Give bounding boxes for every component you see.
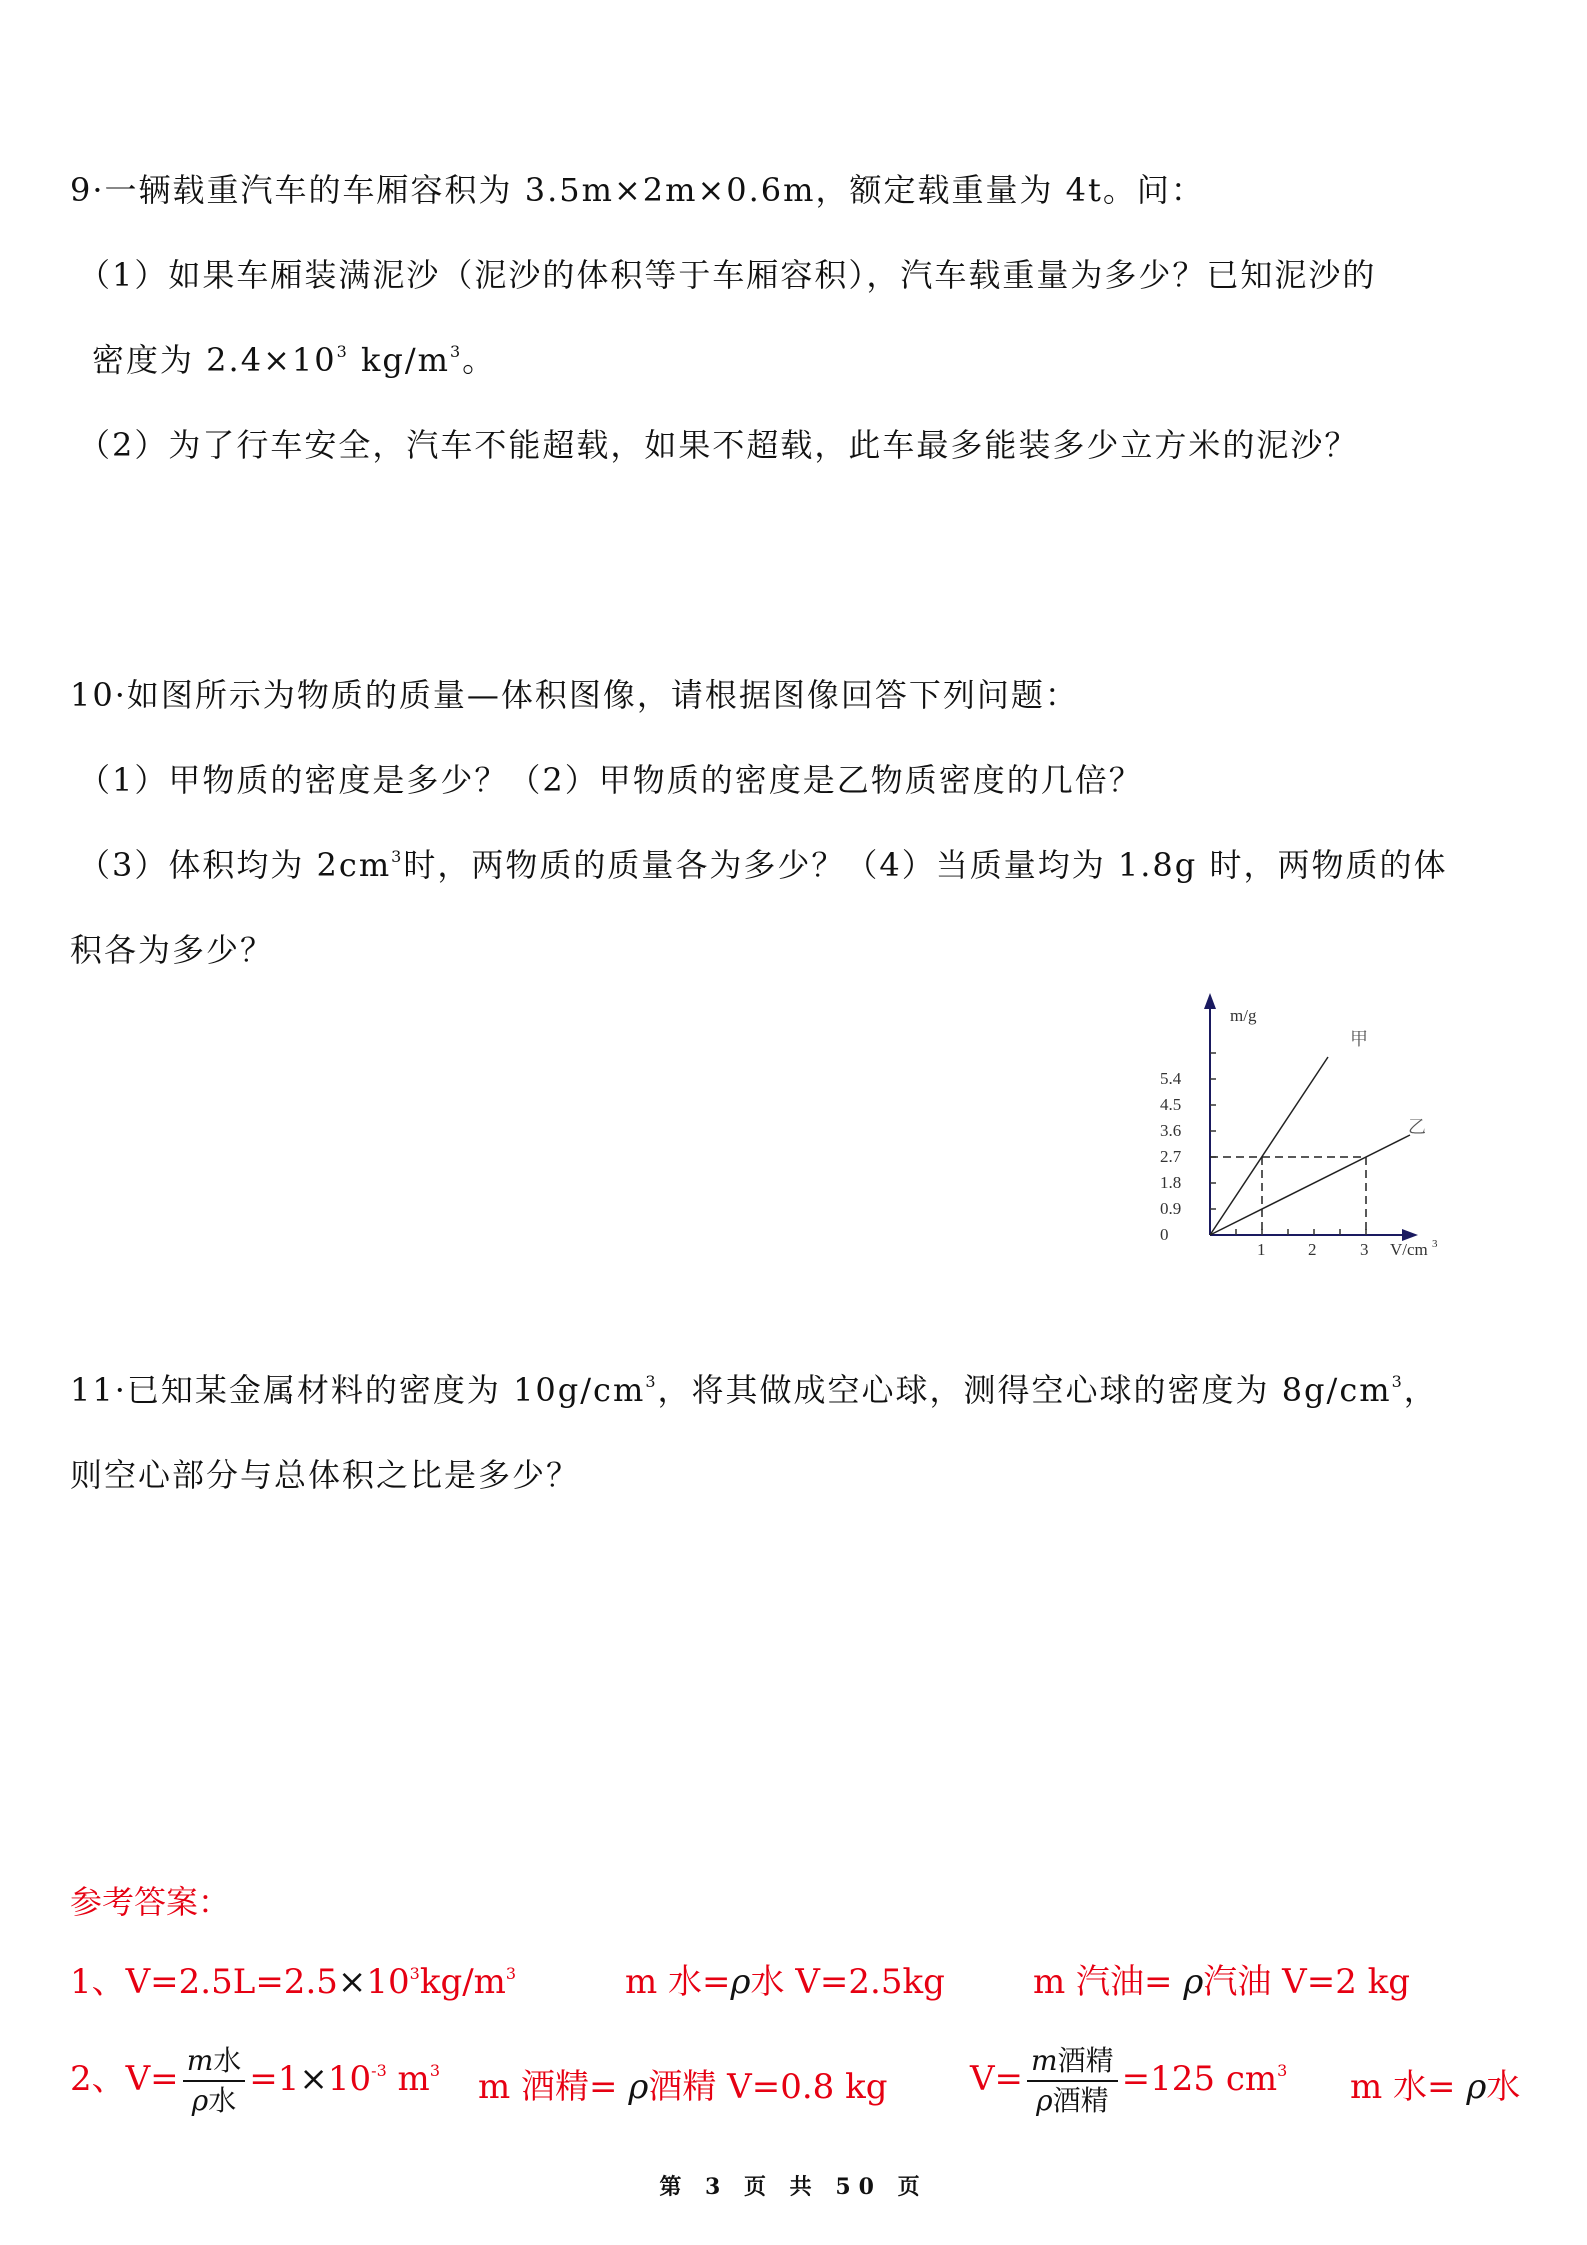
water-label: 水 [208, 2084, 237, 2117]
alcohol-label: 酒精 [1057, 2044, 1114, 2077]
q10-line1: （1）甲物质的密度是多少？（2）甲物质的密度是乙物质密度的几倍？ [78, 761, 1143, 799]
a2-m-alcohol: m 酒精= [478, 2067, 618, 2107]
svg-text:1.8: 1.8 [1160, 1173, 1182, 1192]
svg-text:5.4: 5.4 [1160, 1069, 1182, 1088]
svg-text:2.7: 2.7 [1160, 1147, 1182, 1166]
exponent: -3 [371, 2061, 387, 2080]
q11-text-c: ， [1403, 1371, 1438, 1409]
answer-1-part1 [70, 1960, 516, 2004]
fraction-m-over-rho-water [183, 2042, 246, 2120]
a1-water-result: 水 V=2.5kg [750, 1962, 945, 2002]
times-sign: × [299, 2059, 328, 2099]
rho-symbol: ρ [730, 1962, 751, 2002]
exponent: 3 [449, 342, 463, 361]
y-axis-arrow-icon [1204, 993, 1216, 1009]
svg-text:m/g: m/g [1230, 1006, 1257, 1025]
water-label: 水 [1486, 2067, 1521, 2107]
exponent: 3 [391, 847, 404, 866]
a2-volume-result: =125 cm [1121, 2059, 1278, 2099]
a2-v-eq: V= [970, 2059, 1024, 2099]
a1-power: 10 [366, 1962, 410, 2002]
svg-text:4.5: 4.5 [1160, 1095, 1182, 1114]
exponent: 3 [409, 1964, 420, 1983]
a2-unit: m [386, 2059, 430, 2099]
m-symbol: m [186, 2044, 214, 2077]
answer-1-part3 [1033, 1960, 1410, 2004]
a1-gasoline-result: 汽油 V=2 kg [1203, 1962, 1411, 2002]
q11-text-b: ，将其做成空心球，测得空心球的密度为 8g/cm [657, 1371, 1392, 1409]
svg-text:3: 3 [1360, 1240, 1369, 1255]
svg-text:乙: 乙 [1408, 1117, 1426, 1138]
a2-alcohol-result: 酒精 V=0.8 kg [648, 2067, 888, 2107]
a1-m-gasoline: m 汽油= [1033, 1962, 1173, 2002]
a2-power: 10 [327, 2059, 372, 2099]
a2-m-water: m 水= [1350, 2067, 1456, 2107]
exponent: 3 [1277, 2061, 1288, 2080]
answer-2-part1 [70, 2042, 440, 2120]
a1-text: 1、V=2.5L=2.5 [70, 1962, 338, 2002]
m-symbol: m [1031, 2044, 1058, 2077]
answer-2-part2 [478, 2065, 887, 2109]
answer-1-part2 [625, 1960, 945, 2004]
svg-text:3: 3 [1432, 1238, 1438, 1250]
mass-volume-chart [1150, 985, 1470, 1259]
q10-line2-post: 时，两物质的质量各为多少？（4）当质量均为 1.8g 时，两物质的体 [403, 846, 1448, 884]
q11-line1 [70, 1370, 1438, 1410]
svg-text:V/cm: V/cm [1390, 1240, 1428, 1255]
q10-line2 [78, 845, 1447, 885]
svg-text:甲: 甲 [1350, 1029, 1368, 1050]
svg-text:2: 2 [1308, 1240, 1317, 1255]
q11-text-a: 11·已知某金属材料的密度为 10g/cm [70, 1371, 646, 1409]
svg-text:0.9: 0.9 [1160, 1199, 1182, 1218]
rho-symbol: ρ [1036, 2084, 1053, 2117]
water-label: 水 [213, 2044, 242, 2077]
q9-part1-density [92, 340, 496, 380]
exponent: 3 [336, 342, 349, 361]
exponent: 3 [429, 2061, 440, 2080]
exponent: 3 [645, 1372, 658, 1391]
q11-line2: 则空心部分与总体积之比是多少？ [70, 1456, 581, 1494]
answer-2-part4 [1350, 2065, 1520, 2109]
a2-eq-one: =1 [249, 2059, 300, 2099]
svg-text:3.6: 3.6 [1160, 1121, 1182, 1140]
q10-stem: 10·如图所示为物质的质量—体积图像，请根据图像回答下列问题： [70, 676, 1079, 714]
svg-text:1: 1 [1257, 1240, 1266, 1255]
a1-m-water: m 水= [625, 1962, 731, 2002]
rho-symbol: ρ [1466, 2067, 1487, 2107]
rho-symbol: ρ [628, 2067, 649, 2107]
alcohol-label: 酒精 [1052, 2084, 1109, 2117]
q9-part1: （1）如果车厢装满泥沙（泥沙的体积等于车厢容积），汽车载重量为多少？已知泥沙的 [78, 256, 1377, 294]
q9-part2: （2）为了行车安全，汽车不能超载，如果不超载，此车最多能装多少立方米的泥沙？ [78, 426, 1359, 464]
a1-unit: kg/m [419, 1962, 506, 2002]
q9-stem: 9·一辆载重汽车的车厢容积为 3.5m×2m×0.6m，额定载重量为 4t。问： [70, 171, 1205, 209]
svg-text:0: 0 [1160, 1225, 1169, 1244]
q10-line3: 积各为多少？ [70, 931, 275, 969]
rho-symbol: ρ [191, 2084, 209, 2117]
answer-2-part3 [970, 2042, 1287, 2120]
a2-v-eq: 2、V= [70, 2059, 179, 2099]
fraction-m-over-rho-alcohol [1027, 2042, 1118, 2120]
q10-line2-pre: （3）体积均为 2cm [78, 846, 392, 884]
answers-heading: 参考答案： [70, 1883, 231, 1921]
unit-text: kg/m [348, 341, 450, 379]
rho-symbol: ρ [1183, 1962, 1204, 2002]
exponent: 3 [505, 1964, 517, 1983]
density-text: 密度为 2.4×10 [92, 341, 337, 379]
times-sign: × [337, 1962, 367, 2002]
exponent: 3 [1391, 1372, 1404, 1391]
page-number: 第 3 页 共 50 页 [659, 2174, 928, 2200]
period: 。 [462, 341, 497, 379]
